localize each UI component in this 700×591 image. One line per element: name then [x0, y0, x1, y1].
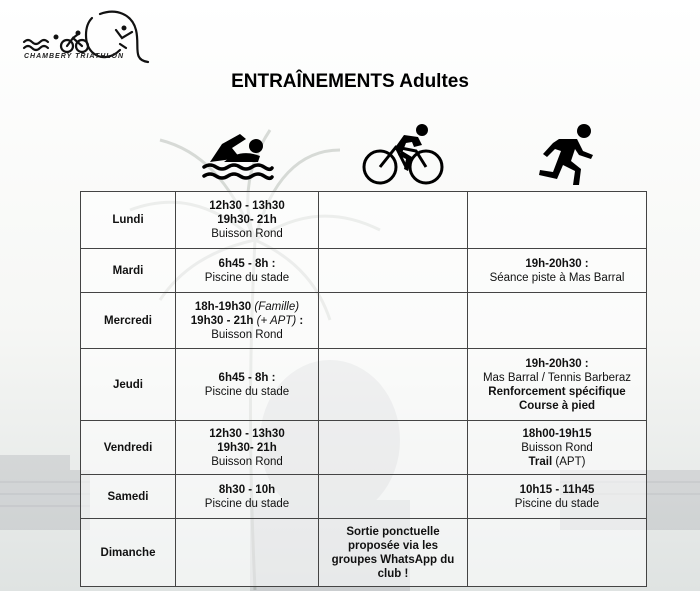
page-title: ENTRAÎNEMENTS Adultes: [231, 71, 469, 92]
run-cell: 19h-20h30 : Séance piste à Mas Barral: [468, 249, 647, 293]
day-cell: Lundi: [81, 192, 176, 249]
bike-cell: Sortie ponctuelle proposée via les groupes WhatsApp du club !: [319, 519, 468, 587]
run-cell: 19h-20h30 : Mas Barral / Tennis Barberaz Renforcement spécifique Course à pied: [468, 349, 647, 421]
day-cell: Mercredi: [81, 293, 176, 349]
bike-cell: [319, 249, 468, 293]
bike-cell: [319, 192, 468, 249]
run-cell: 18h00-19h15 Buisson Rond Trail (APT): [468, 421, 647, 475]
bike-cell: [319, 349, 468, 421]
day-cell: Vendredi: [81, 421, 176, 475]
day-cell: Dimanche: [81, 519, 176, 587]
swim-cell: 12h30 - 13h30 19h30- 21h Buisson Rond: [176, 192, 319, 249]
run-icon: [535, 121, 597, 187]
run-cell: [468, 293, 647, 349]
table-row: [81, 293, 647, 349]
table-row: [81, 475, 647, 519]
table-row: [81, 421, 647, 475]
bike-cell: [319, 293, 468, 349]
logo-text: CHAMBERY TRIATHLON: [24, 53, 125, 60]
swim-cell: 6h45 - 8h : Piscine du stade: [176, 349, 319, 421]
swim-cell: 8h30 - 10h Piscine du stade: [176, 475, 319, 519]
table-row: [81, 349, 647, 421]
swim-cell: 18h-19h30 (Famille) 19h30 - 21h (+ APT) : Buisson Rond: [176, 293, 319, 349]
swim-cell: [176, 519, 319, 587]
swim-icon: [200, 126, 276, 184]
swim-cell: 6h45 - 8h : Piscine du stade: [176, 249, 319, 293]
schedule-table: [80, 191, 647, 587]
day-cell: Jeudi: [81, 349, 176, 421]
run-cell: [468, 192, 647, 249]
table-row: [81, 249, 647, 293]
bike-icon: [360, 121, 446, 187]
bike-cell: [319, 475, 468, 519]
day-cell: Mardi: [81, 249, 176, 293]
table-row: [81, 519, 647, 587]
run-cell: 10h15 - 11h45 Piscine du stade: [468, 475, 647, 519]
bike-cell: [319, 421, 468, 475]
run-cell: [468, 519, 647, 587]
swim-cell: 12h30 - 13h30 19h30- 21h Buisson Rond: [176, 421, 319, 475]
table-row: [81, 192, 647, 249]
day-cell: Samedi: [81, 475, 176, 519]
